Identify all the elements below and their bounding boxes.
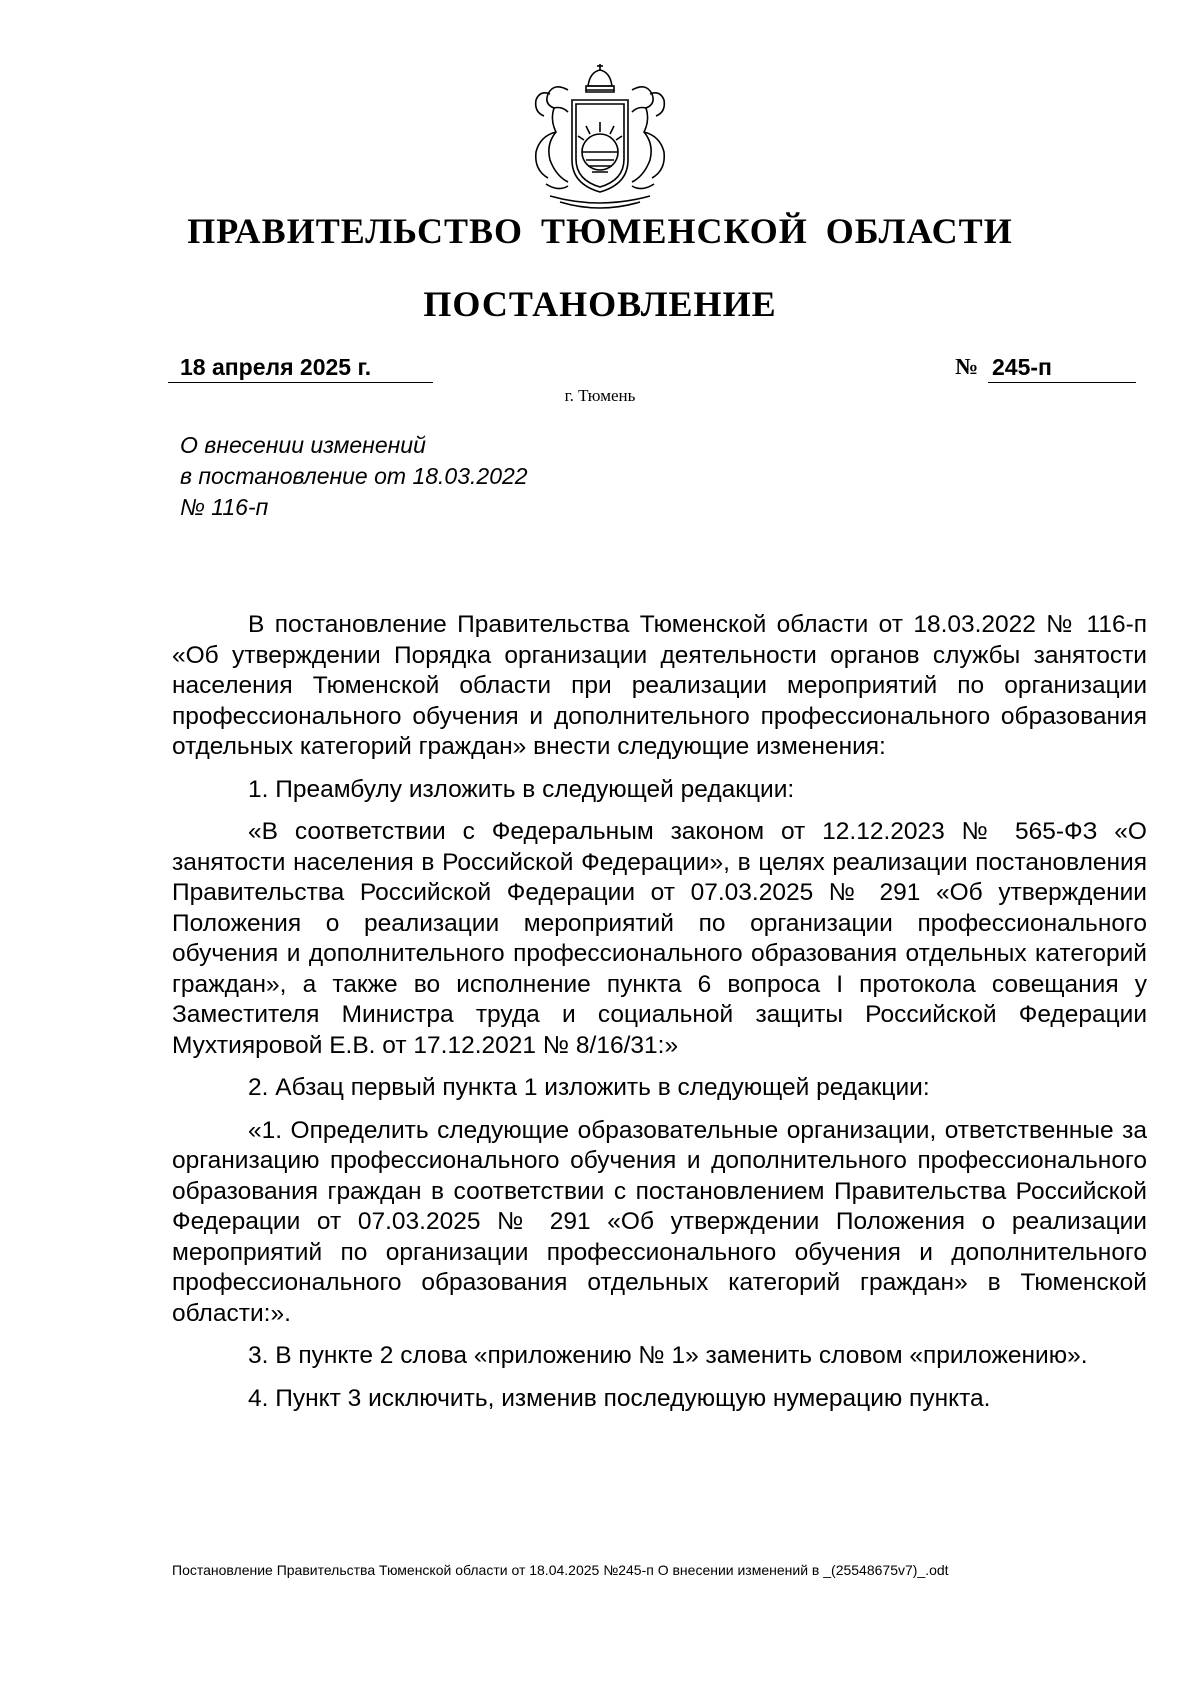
document-type: ПОСТАНОВЛЕНИЕ (423, 284, 777, 324)
body-paragraph: «1. Определить следующие образовательные организации, ответственные за организацию профессионального обучения и дополнительного профессионального образования граждан в соответствии с постановлением Правительства Российской Федерации от 07.03.2025 № 291 «Об утверждении Положения о реализации мероприятий по организации профессионального обучения и дополнительного профессионального образования отдельных категорий граждан» в Тюменской области:». (172, 1116, 1147, 1327)
body-paragraph: В постановление Правительства Тюменской области от 18.03.2022 № 116-п «Об утверждении Порядка организации деятельности органов службы занятости населения Тюменской области при реализации мероприятий по организации профессионального обучения и дополнительного профессионального образования отдельных категорий граждан» внести следующие изменения: (172, 611, 1147, 760)
body-paragraph: 4. Пункт 3 исключить, изменив последующую нумерацию пункта. (248, 1384, 991, 1412)
body-paragraph: 1. Преамбулу изложить в следующей редакции: (248, 775, 795, 803)
body-paragraph: 2. Абзац первый пункта 1 изложить в следующей редакции: (248, 1074, 930, 1101)
subject-line: в постановление от 18.03.2022 (180, 463, 528, 489)
body-paragraph: 3. В пункте 2 слова «приложению № 1» заменить словом «приложению». (248, 1342, 1088, 1369)
government-title: ПРАВИТЕЛЬСТВО ТЮМЕНСКОЙ ОБЛАСТИ (187, 211, 1013, 251)
document-subject (180, 430, 680, 523)
subject-line: О внесении изменений (180, 432, 426, 458)
document-number: 245-п (988, 352, 1136, 383)
number-sign: № (955, 354, 979, 379)
coat-of-arms-icon (510, 60, 690, 210)
subject-line: № 116-п (180, 494, 269, 520)
document-date: 18 апреля 2025 г. (168, 352, 433, 383)
body-paragraph: «В соответствии с Федеральным законом от 12.12.2023 № 565-ФЗ «О занятости населения в Российской Федерации», в целях реализации постановления Правительства Российской Федерации от 07.03.2025 № 291 «Об утверждении Положения о реализации мероприятий по организации профессионального обучения и дополнительного профессионального образования отдельных категорий граждан», а также во исполнение пункта 6 вопроса I протокола совещания у Заместителя Министра труда и социальной защиты Российской Федерации Мухтияровой Е.В. от 17.12.2021 № 8/16/31:» (172, 818, 1147, 1059)
document-body (172, 610, 1147, 1426)
city: г. Тюмень (564, 386, 636, 405)
page-footer: Постановление Правительства Тюменской области от 18.04.2025 №245-п О внесении изменений в _(25548675v7)_.odt (172, 1562, 949, 1578)
